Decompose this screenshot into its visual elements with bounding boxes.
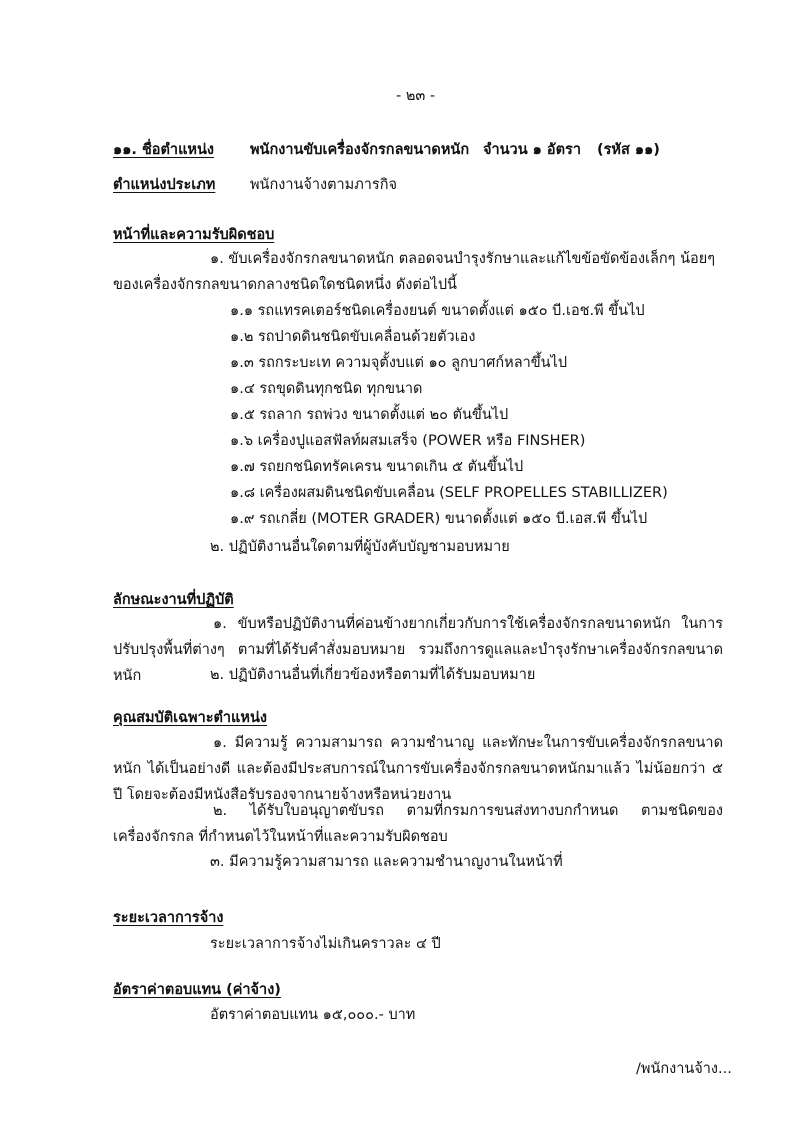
type-label: ตำแหน่งประเภท bbox=[113, 177, 216, 193]
qualifications-paragraph-2 bbox=[113, 798, 723, 850]
qualifications-paragraph-3: ๓. มีความรู้ความสามารถ และความชำนาญงานในหน้าที่ bbox=[210, 854, 563, 870]
qualifications-paragraph-1-text: ๑. มีความรู้ ความสามารถ ความชำนาญ และทักษะในการขับเครื่องจักรกลขนาดหนัก ได้เป็นอย่างดี และต้องมีประสบการณ์ในการขับเครื่องจักรกลขนาดหนักมาแล้ว ไม่น้อยกว่า ๕ ปี โดยจะต้องมีหนังสือรับรองจากนายจ้างหรือหน่วยงาน bbox=[113, 735, 723, 803]
duties-paragraph-2: ๒. ปฏิบัติงานอื่นใดตามที่ผู้บังคับบัญชามอบหมาย bbox=[210, 539, 510, 555]
page-number: - ๒๓ - bbox=[396, 88, 436, 104]
duties-paragraph-line2: ของเครื่องจักรกลขนาดกลางชนิดใดชนิดหนึ่ง ดังต่อไปนี้ bbox=[113, 277, 457, 293]
nature-paragraph-2: ๒. ปฏิบัติงานอื่นที่เกี่ยวข้องหรือตามที่ได้รับมอบหมาย bbox=[210, 667, 536, 683]
position-title: พนักงานขับเครื่องจักรกลขนาดหนัก bbox=[250, 142, 470, 158]
position-label: ๑๑. ชื่อตำแหน่ง bbox=[113, 142, 214, 158]
duty-item: ๑.๘ เครื่องผสมดินชนิดขับเคลื่อน (SELF PROPELLES STABILLIZER) bbox=[230, 485, 668, 501]
duty-item: ๑.๒ รถปาดดินชนิดขับเคลื่อนด้วยตัวเอง bbox=[230, 329, 476, 345]
position-code: (รหัส ๑๑) bbox=[597, 142, 660, 158]
nature-paragraph-1-text: ๑. ขับหรือปฏิบัติงานที่ค่อนข้างยากเกี่ยวกับการใช้เครื่องจักรกลขนาดหนัก ในการปรับปรุงพื้นที่ต่างๆ ตามที่ได้รับคำสั่งมอบหมาย รวมถึงการดูแลและบำรุงรักษาเครื่องจักรกลขนาดหนัก bbox=[113, 616, 723, 684]
duties-heading: หน้าที่และความรับผิดชอบ bbox=[113, 227, 275, 243]
qualifications-paragraph-1 bbox=[113, 730, 723, 808]
continued-footer: /พนักงานจ้าง... bbox=[636, 1061, 732, 1077]
nature-heading: ลักษณะงานที่ปฏิบัติ bbox=[113, 592, 234, 608]
duty-item: ๑.๖ เครื่องปูแอสฟัลท์ผสมเสร็จ (POWER หรือ FINSHER) bbox=[230, 433, 586, 449]
qualifications-paragraph-2-text: ๒. ได้รับใบอนุญาตขับรถ ตามที่กรมการขนส่งทางบกกำหนด ตามชนิดของเครื่องจักรกล ที่กำหนดไว้ในหน้าที่และความรับผิดชอบ bbox=[113, 803, 723, 845]
duties-paragraph-line1: ๑. ขับเครื่องจักรกลขนาดหนัก ตลอดจนบำรุงรักษาและแก้ไขข้อขัดข้องเล็กๆ น้อยๆ bbox=[210, 251, 715, 267]
duty-item: ๑.๕ รถลาก รถพ่วง ขนาดตั้งแต่ ๒๐ ตันขึ้นไป bbox=[230, 407, 509, 423]
duty-item: ๑.๙ รถเกลี่ย (MOTER GRADER) ขนาดตั้งแต่ ๑๕๐ บี.เอส.พี ขึ้นไป bbox=[230, 511, 648, 527]
type-value: พนักงานจ้างตามภารกิจ bbox=[250, 177, 397, 193]
duty-item: ๑.๗ รถยกชนิดทรัคเครน ขนาดเกิน ๕ ตันขึ้นไป bbox=[230, 459, 524, 475]
qualifications-heading: คุณสมบัติเฉพาะตำแหน่ง bbox=[113, 710, 267, 726]
period-text: ระยะเวลาการจ้างไม่เกินคราวละ ๔ ปี bbox=[210, 936, 441, 952]
pay-text: อัตราค่าตอบแทน ๑๕,๐๐๐.- บาท bbox=[210, 1007, 416, 1023]
position-count: จำนวน ๑ อัตรา bbox=[483, 142, 581, 158]
period-heading: ระยะเวลาการจ้าง bbox=[113, 910, 224, 926]
pay-heading: อัตราค่าตอบแทน (ค่าจ้าง) bbox=[113, 982, 281, 998]
duty-item: ๑.๑ รถแทรคเตอร์ชนิดเครื่องยนต์ ขนาดตั้งแต่ ๑๕๐ บี.เอช.พี ขึ้นไป bbox=[230, 303, 645, 319]
duty-item: ๑.๔ รถขุดดินทุกชนิด ทุกขนาด bbox=[230, 381, 423, 397]
duty-item: ๑.๓ รถกระบะเท ความจุตั้งบแต่ ๑๐ ลูกบาศก์หลาขึ้นไป bbox=[230, 355, 568, 371]
